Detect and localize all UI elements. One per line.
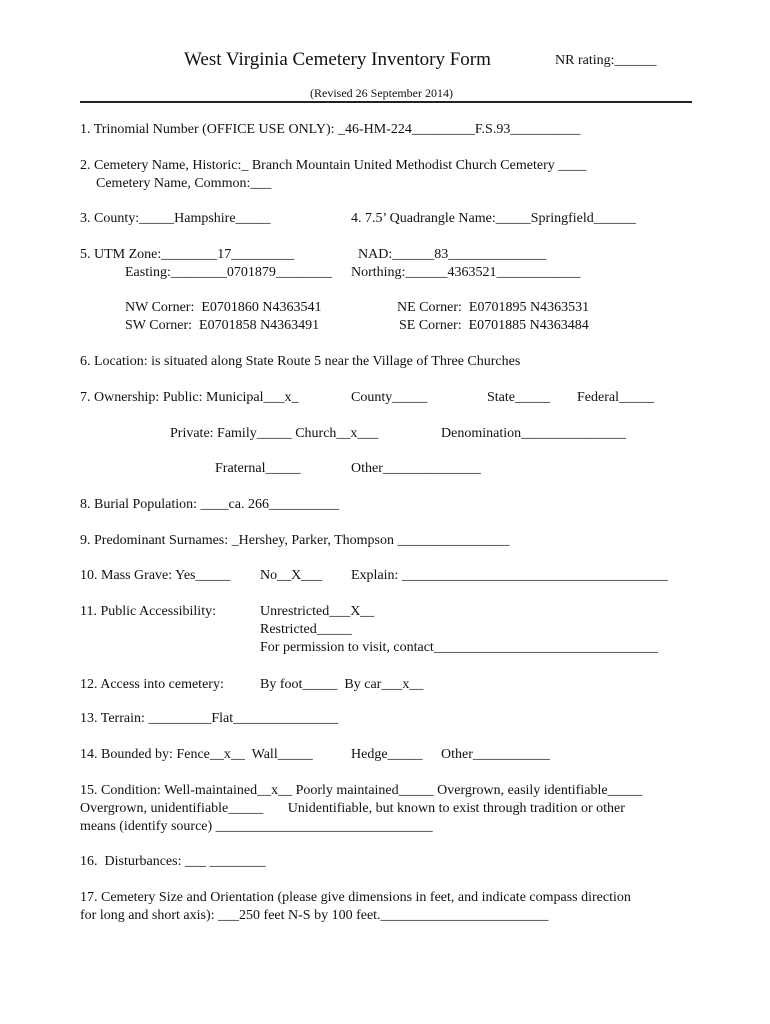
location-field: 6. Location: is situated along State Route 5 near the Village of Three Churches bbox=[80, 354, 521, 369]
permission-contact-field: For permission to visit, contact________________________________ bbox=[260, 640, 658, 655]
ownership-fraternal-field: Fraternal_____ bbox=[215, 461, 301, 476]
condition-line-3: means (identify source) _______________________________ bbox=[80, 819, 433, 834]
form-title: West Virginia Cemetery Inventory Form bbox=[184, 49, 491, 70]
restricted-field: Restricted_____ bbox=[260, 622, 352, 637]
northing-field: Northing:______4363521____________ bbox=[351, 265, 581, 280]
bounded-other-field: Other___________ bbox=[441, 747, 550, 762]
bounded-fence-wall-field: 14. Bounded by: Fence__x__ Wall_____ bbox=[80, 747, 313, 762]
cemetery-name-historic-field: 2. Cemetery Name, Historic:_ Branch Mountain United Methodist Church Cemetery ____ bbox=[80, 158, 587, 173]
public-accessibility-label: 11. Public Accessibility: bbox=[80, 604, 216, 619]
access-options-field: By foot_____ By car___x__ bbox=[260, 677, 424, 692]
unrestricted-field: Unrestricted___X__ bbox=[260, 604, 375, 619]
size-orientation-line-1: 17. Cemetery Size and Orientation (please give dimensions in feet, and indicate compass direction bbox=[80, 890, 631, 905]
mass-grave-no-field: No__X___ bbox=[260, 568, 323, 583]
predominant-surnames-field: 9. Predominant Surnames: _Hershey, Parker, Thompson ________________ bbox=[80, 533, 510, 548]
nw-corner-coordinates: NW Corner: E0701860 N4363541 bbox=[125, 300, 322, 315]
nad-field: NAD:______83______________ bbox=[358, 247, 547, 262]
mass-grave-yes-field: 10. Mass Grave: Yes_____ bbox=[80, 568, 231, 583]
se-corner-coordinates: SE Corner: E0701885 N4363484 bbox=[399, 318, 589, 333]
county-field: 3. County:_____Hampshire_____ bbox=[80, 211, 271, 226]
ownership-other-field: Other______________ bbox=[351, 461, 481, 476]
nr-rating-field: NR rating:______ bbox=[555, 53, 657, 68]
condition-line-2: Overgrown, unidentifiable_____ Unidentifiable, but known to exist through tradition or other bbox=[80, 801, 625, 816]
quadrangle-name-field: 4. 7.5’ Quadrangle Name:_____Springfield______ bbox=[351, 211, 636, 226]
ownership-private-field: Private: Family_____ Church__x___ bbox=[170, 426, 379, 441]
disturbances-field: 16. Disturbances: ___ ________ bbox=[80, 854, 266, 869]
bounded-hedge-field: Hedge_____ bbox=[351, 747, 423, 762]
mass-grave-explain-field: Explain: ______________________________________ bbox=[351, 568, 668, 583]
easting-field: Easting:________0701879________ bbox=[125, 265, 332, 280]
condition-line-1: 15. Condition: Well-maintained__x__ Poorly maintained_____ Overgrown, easily identifiable_____ bbox=[80, 783, 643, 798]
size-orientation-line-2: for long and short axis): ___250 feet N-S by 100 feet.________________________ bbox=[80, 908, 549, 923]
sw-corner-coordinates: SW Corner: E0701858 N4363491 bbox=[125, 318, 320, 333]
terrain-field: 13. Terrain: _________Flat_______________ bbox=[80, 711, 339, 726]
revision-date: (Revised 26 September 2014) bbox=[310, 86, 453, 100]
ownership-federal-field: Federal_____ bbox=[577, 390, 654, 405]
ownership-municipal-field: 7. Ownership: Public: Municipal___x_ bbox=[80, 390, 299, 405]
cemetery-name-common-field: Cemetery Name, Common:___ bbox=[96, 176, 272, 191]
denomination-field: Denomination_______________ bbox=[441, 426, 627, 441]
header-divider bbox=[80, 101, 692, 103]
ownership-county-field: County_____ bbox=[351, 390, 428, 405]
trinomial-number-field: 1. Trinomial Number (OFFICE USE ONLY): _46-HM-224_________F.S.93__________ bbox=[80, 122, 581, 137]
access-label: 12. Access into cemetery: bbox=[80, 677, 224, 692]
utm-zone-field: 5. UTM Zone:________17_________ bbox=[80, 247, 295, 262]
ne-corner-coordinates: NE Corner: E0701895 N4363531 bbox=[397, 300, 590, 315]
ownership-state-field: State_____ bbox=[487, 390, 550, 405]
burial-population-field: 8. Burial Population: ____ca. 266__________ bbox=[80, 497, 339, 512]
